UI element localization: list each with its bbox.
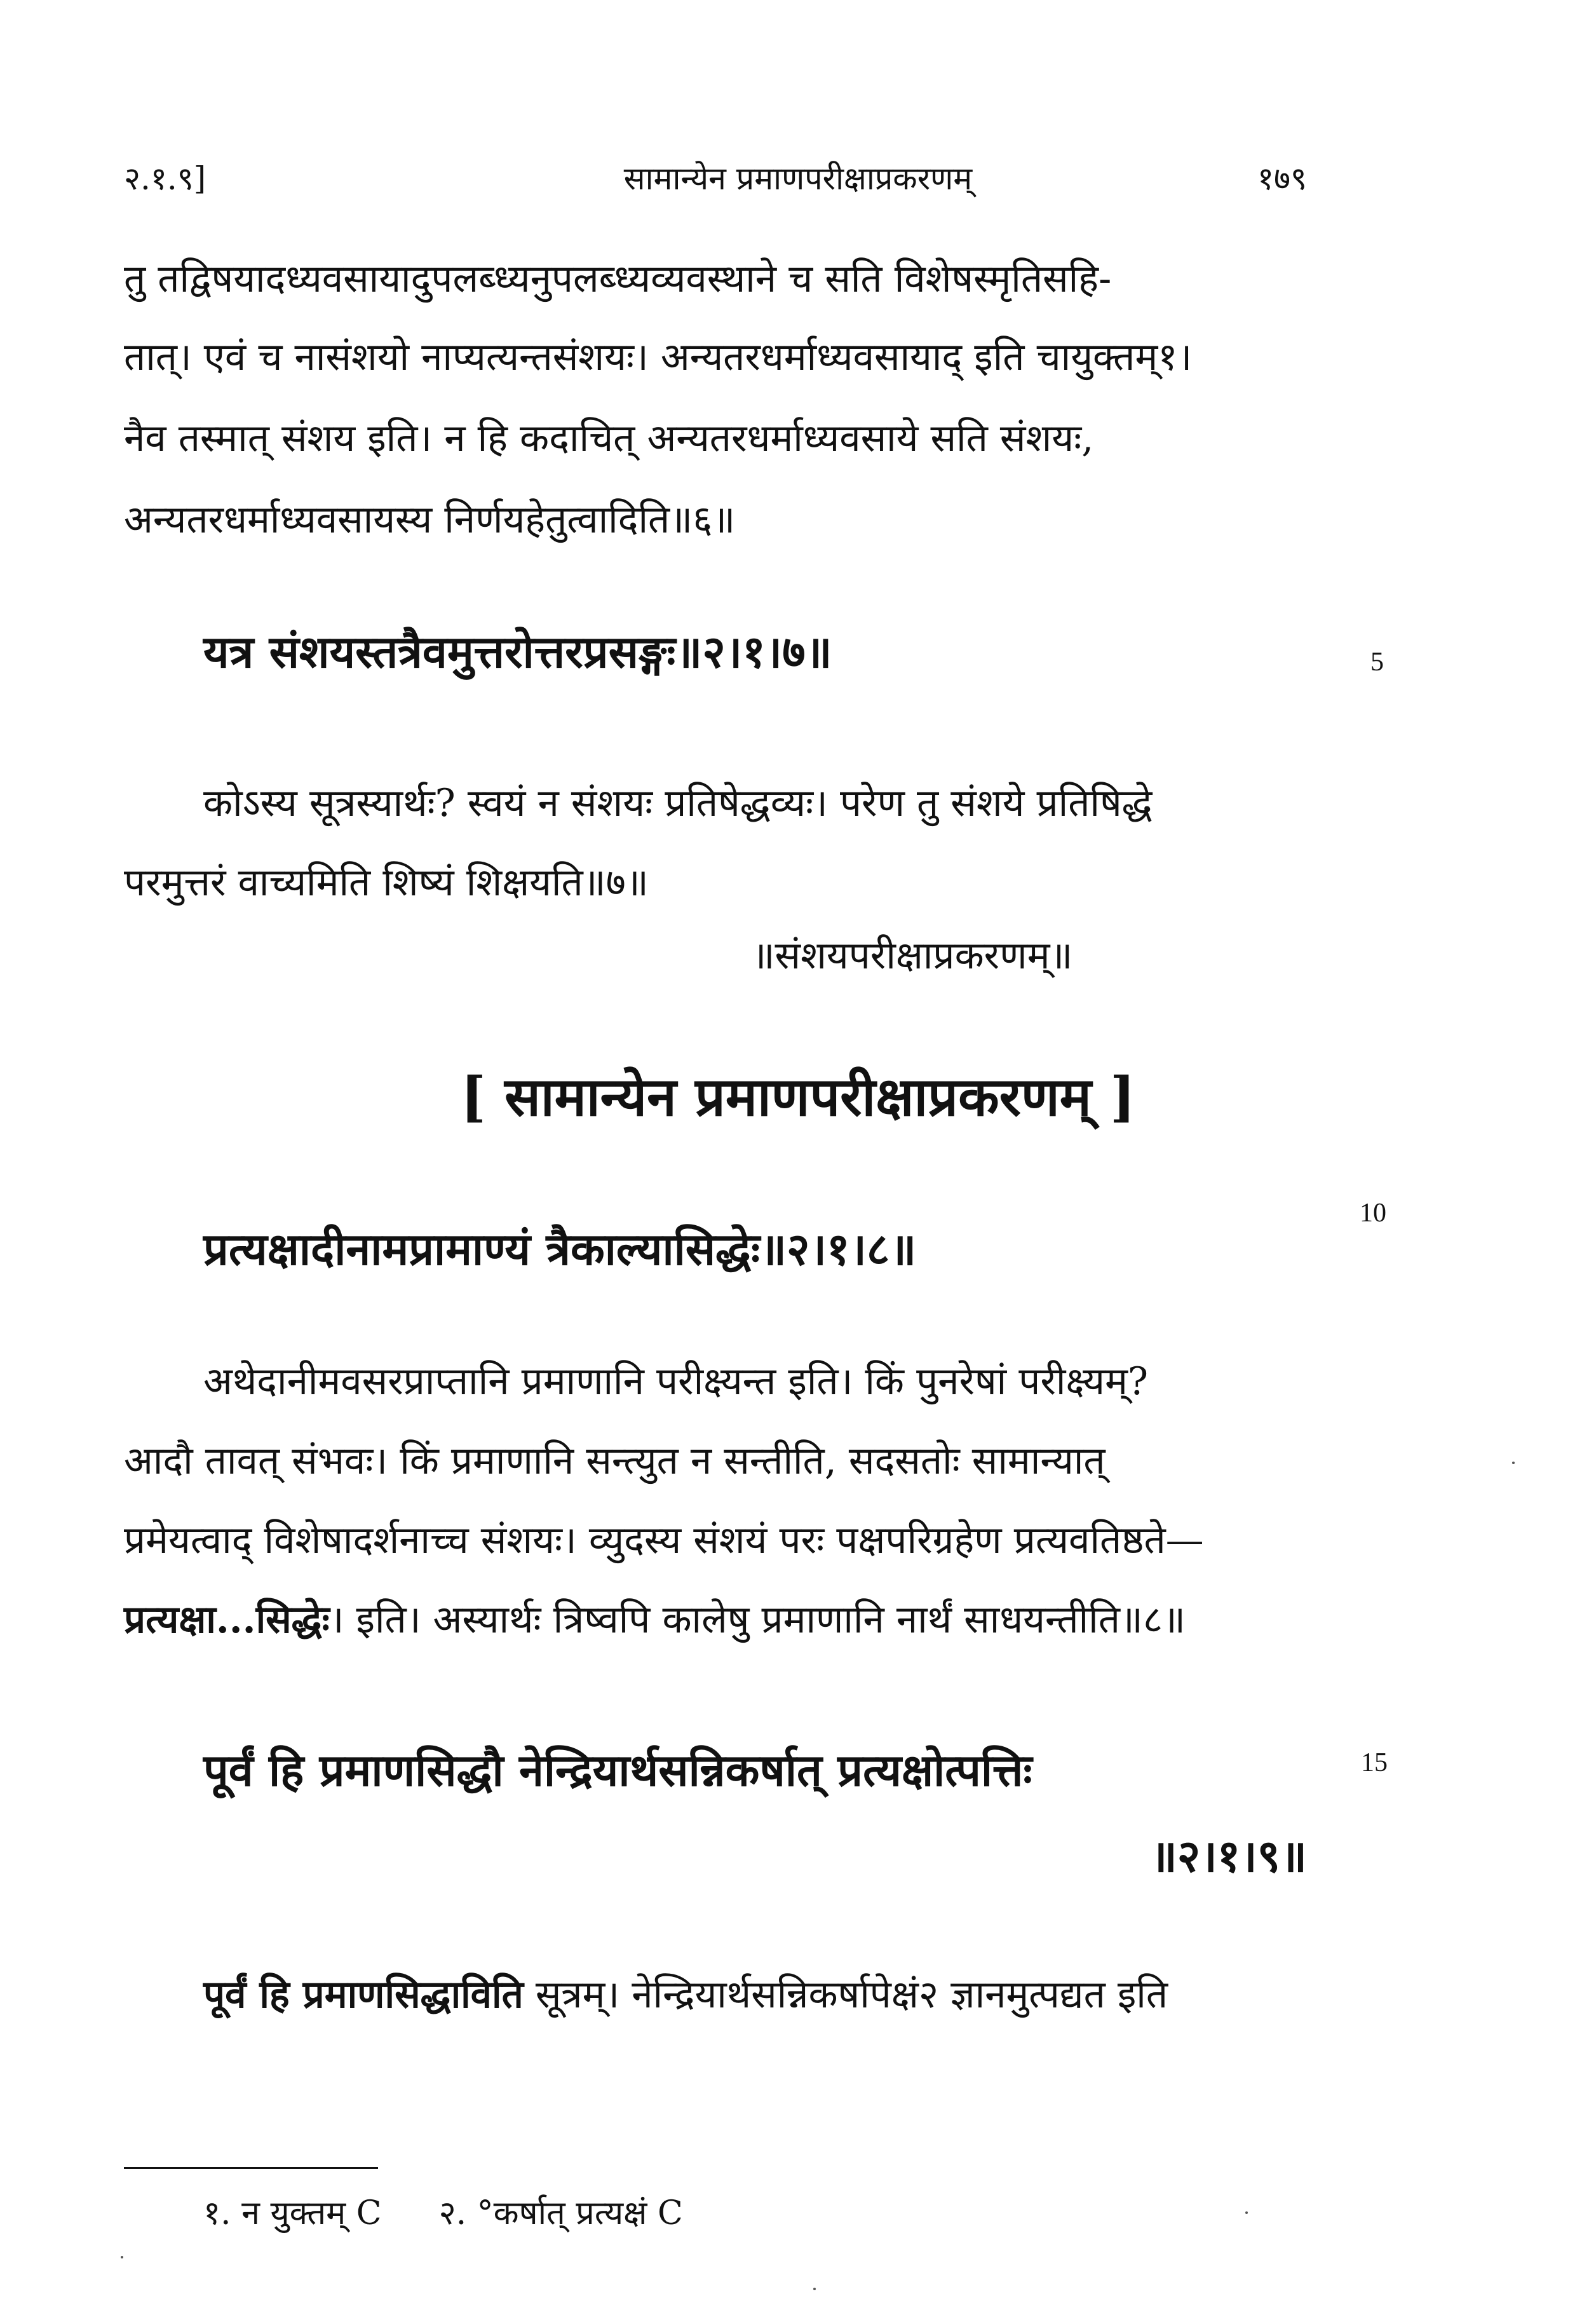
sutra-2-1-9-line-2: ॥२।१।९॥: [1150, 1830, 1307, 1882]
paragraph-line: परमुत्तरं वाच्यमिति शिष्यं शिक्षयति॥७॥: [124, 860, 649, 905]
paragraph-text: सूत्रम्। नेन्द्रियार्थसन्निकर्षापेक्षं२ ज्ञानमुत्पद्यत इति: [523, 1972, 1168, 2017]
scan-speck: [121, 2256, 123, 2258]
footnote-1: १. न युक्तम् C: [203, 2194, 382, 2232]
sutra-pratika: पूर्वं हि प्रमाणसिद्धाविति: [203, 1972, 524, 2017]
header-page-number: १७९: [1257, 160, 1307, 197]
paragraph-line: कोऽस्य सूत्रस्यार्थः? स्वयं न संशयः प्रतिषेद्धव्यः। परेण तु संशये प्रतिषिद्धे: [203, 781, 1153, 825]
line-number-10: 10: [1360, 1198, 1386, 1228]
paragraph-line: तात्। एवं च नासंशयो नाप्यत्यन्तसंशयः। अन्यतरधर्माध्यवसायाद् इति चायुक्तम्१।: [124, 335, 1193, 379]
paragraph-line: [203, 1973, 1168, 2017]
footnote-2: २. °कर्षात् प्रत्यक्षं C: [438, 2194, 683, 2232]
scan-speck: [1245, 2211, 1248, 2214]
header-section-number: २.१.९]: [124, 160, 206, 197]
footnotes: [203, 2189, 740, 2234]
scan-speck: [813, 2288, 816, 2290]
paragraph-line: प्रमेयत्वाद् विशेषादर्शनाच्च संशयः। व्युदस्य संशयं परः पक्षपरिग्रहेण प्रत्यवतिष्ठते—: [124, 1518, 1204, 1563]
paragraph-line: नैव तस्मात् संशय इति। न हि कदाचित् अन्यतरधर्माध्यवसाये सति संशयः,: [124, 416, 1094, 461]
paragraph-text: । इति। अस्यार्थः त्रिष्वपि कालेषु प्रमाणानि नार्थं साधयन्तीति॥८॥: [329, 1598, 1186, 1642]
paragraph-line: आदौ तावत् संभवः। किं प्रमाणानि सन्त्युत न सन्तीति, सदसतोः सामान्यात्: [124, 1439, 1106, 1483]
sutra-2-1-8: प्रत्यक्षादीनामप्रामाण्यं त्रैकाल्यासिद्धेः॥२।१।८॥: [203, 1223, 917, 1275]
section-colophon: ॥संशयपरीक्षाप्रकरणम्॥: [752, 934, 1073, 978]
header-running-title: सामान्येन प्रमाणपरीक्षाप्रकरणम्: [623, 160, 973, 197]
sutra-2-1-7: यत्र संशयस्तत्रैवमुत्तरोत्तरप्रसङ्गः॥२।१।७॥: [203, 625, 832, 678]
line-number-15: 15: [1361, 1748, 1388, 1777]
line-number-5: 5: [1370, 648, 1384, 677]
footnote-rule: [124, 2167, 378, 2169]
paragraph-line: अन्यतरधर्माध्यवसायस्य निर्णयहेतुत्वादिति॥६॥: [124, 498, 736, 542]
paragraph-line: अथेदानीमवसरप्राप्तानि प्रमाणानि परीक्ष्यन्त इति। किं पुनरेषां परीक्ष्यम्?: [203, 1359, 1149, 1404]
sutra-2-1-9-line-1: पूर्वं हि प्रमाणसिद्धौ नेन्द्रियार्थसन्निकर्षात् प्रत्यक्षोत्पत्तिः: [203, 1744, 1032, 1796]
scan-speck: [1512, 1462, 1515, 1464]
sutra-pratika: प्रत्यक्षा...सिद्धेः: [124, 1598, 330, 1642]
paragraph-line: तु तद्विषयादध्यवसायादुपलब्ध्यनुपलब्ध्यव्यवस्थाने च सति विशेषस्मृतिसहि-: [124, 257, 1112, 301]
paragraph-line: [124, 1598, 1186, 1642]
section-title: [ सामान्येन प्रमाणपरीक्षाप्रकरणम् ]: [461, 1065, 1135, 1128]
